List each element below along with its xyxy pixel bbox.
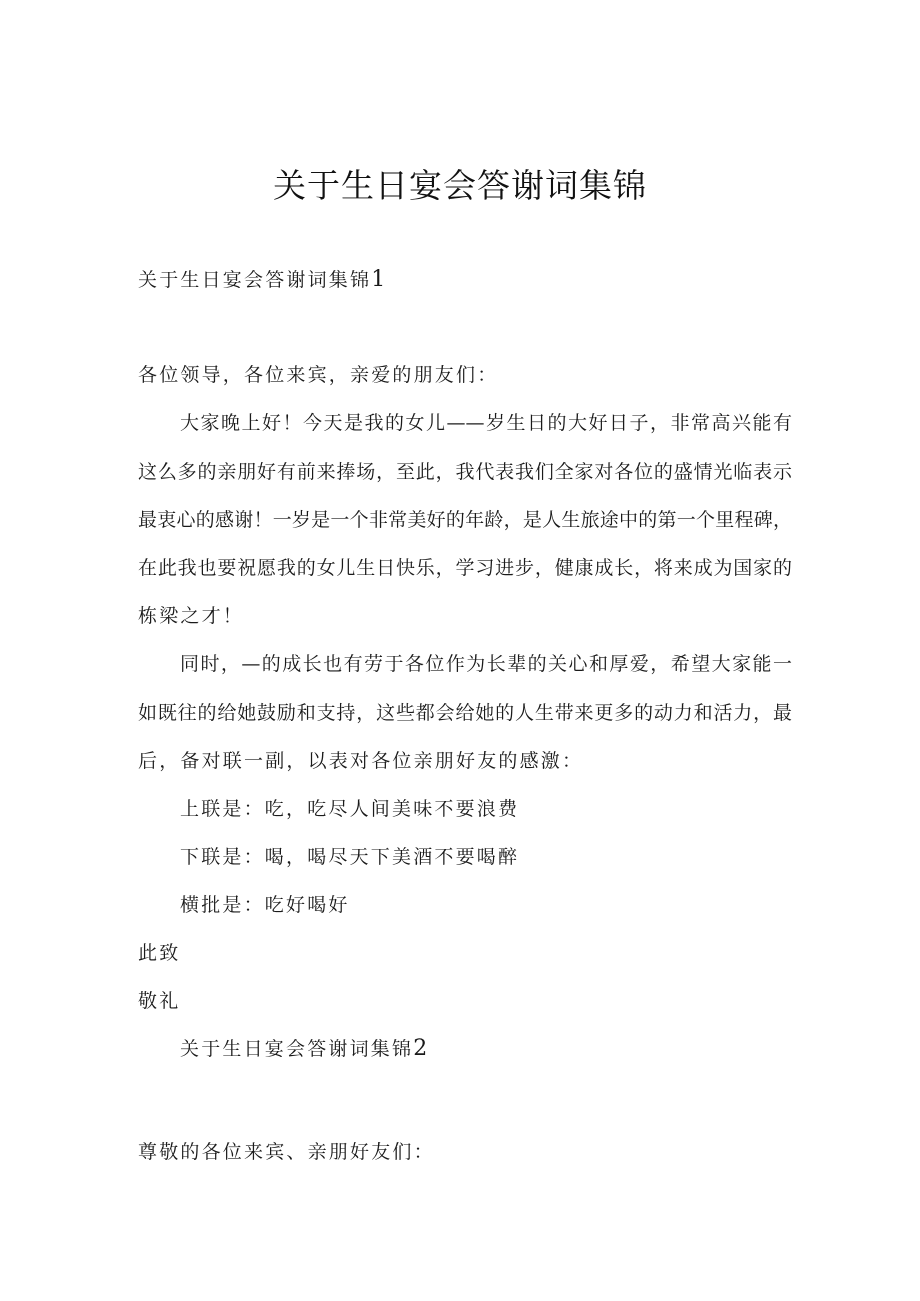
section-1-heading-text: 关于生日宴会答谢词集锦 bbox=[138, 269, 372, 291]
paragraph-1-line-3: 最衷心的感谢！一岁是一个非常美好的年龄，是人生旅途中的第一个里程碑， bbox=[138, 509, 792, 531]
section-2-heading-text: 关于生日宴会答谢词集锦 bbox=[180, 1038, 414, 1060]
section-1-heading bbox=[138, 266, 385, 294]
paragraph-1-line-5: 栋梁之才！ bbox=[138, 605, 245, 627]
paragraph-1-line-4: 在此我也要祝愿我的女儿生日快乐，学习进步，健康成长，将来成为国家的 bbox=[138, 557, 792, 579]
paragraph-2-line-2: 如既往的给她鼓励和支持，这些都会给她的人生带来更多的动力和活力，最 bbox=[138, 702, 792, 724]
section-1-heading-number: 1 bbox=[371, 267, 386, 292]
section-1-salutation: 各位领导，各位来宾，亲爱的朋友们： bbox=[138, 364, 499, 386]
section-2-salutation: 尊敬的各位来宾、亲朋好友们： bbox=[138, 1141, 435, 1163]
paragraph-2-line-1: 同时，—的成长也有劳于各位作为长辈的关心和厚爱，希望大家能一 bbox=[180, 653, 792, 675]
closing-line-2: 敬礼 bbox=[138, 990, 181, 1012]
couplet-upper: 上联是：吃，吃尽人间美味不要浪费 bbox=[180, 798, 520, 820]
couplet-horizontal: 横批是：吃好喝好 bbox=[180, 894, 350, 916]
couplet-lower: 下联是：喝，喝尽天下美酒不要喝醉 bbox=[180, 846, 520, 868]
section-2-heading-number: 2 bbox=[413, 1036, 428, 1061]
paragraph-1-line-1: 大家晚上好！今天是我的女儿——岁生日的大好日子，非常高兴能有 bbox=[180, 412, 792, 434]
paragraph-1-line-2: 这么多的亲朋好有前来捧场，至此，我代表我们全家对各位的盛情光临表示 bbox=[138, 461, 792, 483]
section-2-heading bbox=[180, 1035, 427, 1063]
closing-line-1: 此致 bbox=[138, 942, 181, 964]
document-title: 关于生日宴会答谢词集锦 bbox=[273, 166, 647, 205]
paragraph-2-line-3: 后，备对联一副，以表对各位亲朋好友的感激： bbox=[138, 750, 584, 772]
